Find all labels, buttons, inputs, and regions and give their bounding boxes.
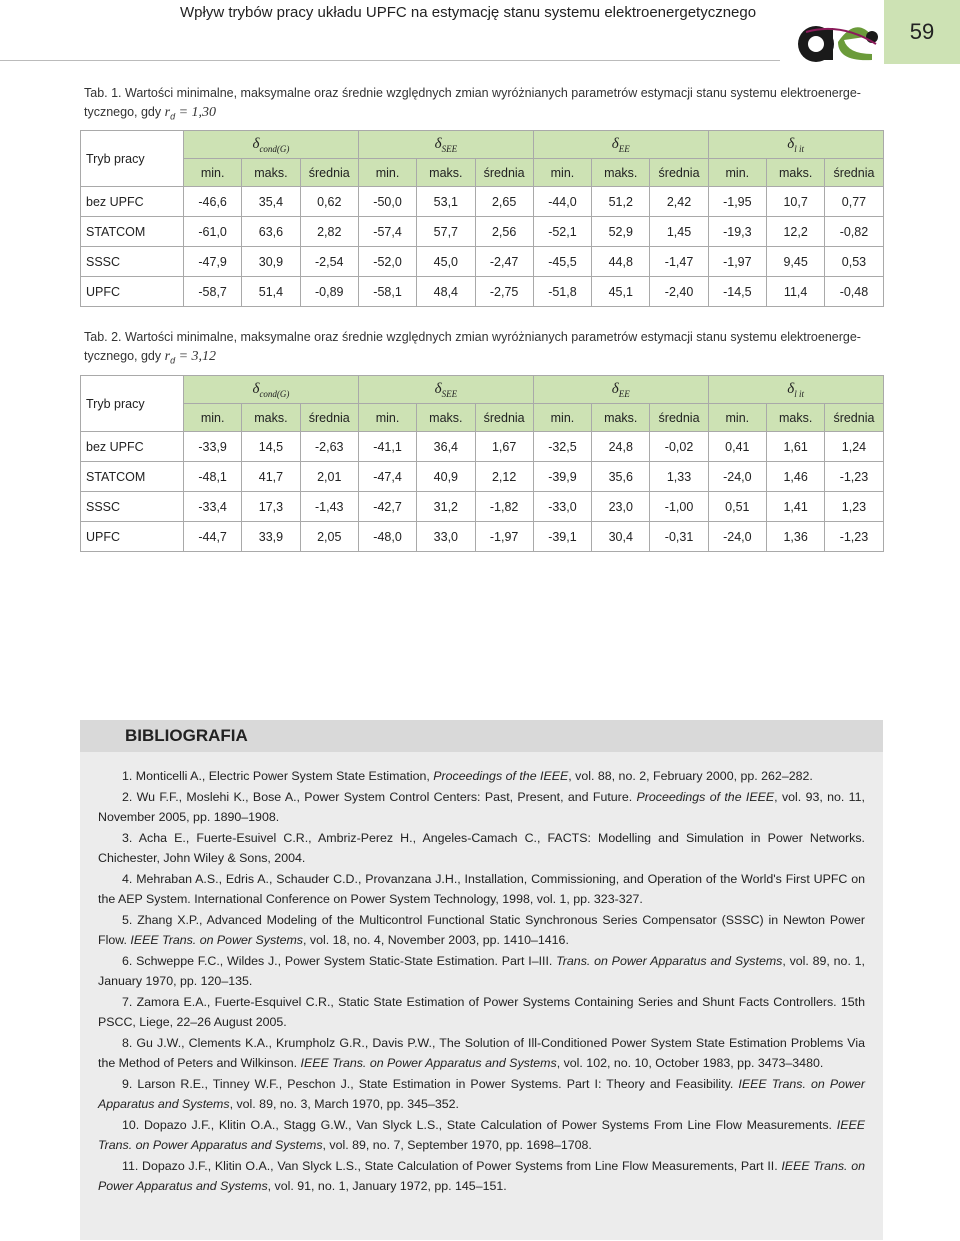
table2-group-header: $\delta_{EE}$ [533, 376, 708, 404]
table1-caption-formula-sub: d [170, 111, 176, 122]
table-cell: 35,4 [242, 187, 300, 217]
bibliography-item [98, 951, 865, 992]
table-cell: -45,5 [533, 247, 591, 277]
table-cell: -33,4 [184, 492, 242, 522]
table-cell: -51,8 [533, 277, 591, 307]
table-cell: 51,2 [592, 187, 650, 217]
table-cell: -42,7 [358, 492, 416, 522]
table1-caption-text: Wartości minimalne, maksymalne oraz średnie względnych zmian wyróżnianych parametrów estymacji stanu systemu elektroenerge-tycznego, gdy [84, 86, 861, 119]
column-header: maks. [766, 404, 824, 432]
table1-mode-header: Tryb pracy [81, 131, 184, 187]
bibliography-item [98, 910, 865, 951]
table-cell: -1,97 [708, 247, 766, 277]
table-cell: -47,4 [358, 462, 416, 492]
table-cell: -2,40 [650, 277, 708, 307]
reference-text: 4. Mehraban A.S., Edris A., Schauder C.D., Provanzana J.H., Installation, Commissioning, and Operation of the World's First UPFC on the AEP System. International Conference on Power System Technology, 1998, vol. 1, pp. 323-327. [98, 871, 865, 906]
table-cell: -44,0 [533, 187, 591, 217]
table2-caption-value: = 3,12 [175, 349, 217, 364]
table-cell: 35,6 [592, 462, 650, 492]
table-row [81, 247, 884, 277]
reference-text: 5. Zhang X.P., Advanced Modeling of the Multicontrol Functional Static Synchronous Series Compensator (SSSC) in Newton Power Flow. [98, 912, 865, 947]
table-cell: 2,12 [475, 462, 533, 492]
reference-text: , vol. 89, no. 3, March 1970, pp. 345–352. [229, 1097, 459, 1111]
column-header: min. [708, 404, 766, 432]
table-cell: -33,9 [184, 432, 242, 462]
bibliography-list [80, 752, 883, 1197]
page-number: 59 [884, 0, 960, 64]
table-cell: 9,45 [766, 247, 824, 277]
table-cell: 1,67 [475, 432, 533, 462]
reference-text: 11. Dopazo J.F., Klitin O.A., Van Slyck L.S., State Calculation of Power Systems from Line Flow Measurements, Part II. [122, 1158, 782, 1173]
table-cell: -57,4 [358, 217, 416, 247]
row-label: STATCOM [81, 217, 184, 247]
running-header-title: Wpływ trybów pracy układu UPFC na estymację stanu systemu elektroenergetycznego [180, 4, 757, 21]
table-row [81, 187, 884, 217]
table2-caption-formula-sub: d [170, 355, 176, 366]
table1-body [81, 187, 884, 307]
reference-venue: IEEE Trans. on Power Apparatus and Systems [98, 1076, 865, 1111]
bibliography-item [98, 766, 865, 787]
table-cell: 30,9 [242, 247, 300, 277]
table2-subheader-row [81, 404, 884, 432]
column-header: maks. [242, 159, 300, 187]
table-cell: 1,23 [825, 492, 883, 522]
table-cell: -48,0 [358, 522, 416, 552]
table1-group-header: $\delta_{cond(G)}$ [184, 131, 359, 159]
table-cell: 41,7 [242, 462, 300, 492]
table-cell: -24,0 [708, 522, 766, 552]
reference-text: , vol. 93, no. 11, November 2005, pp. 1890–1908. [98, 789, 865, 824]
reference-text: , vol. 102, no. 10, October 1983, pp. 3473–3480. [556, 1056, 824, 1070]
table-cell: 2,01 [300, 462, 358, 492]
table1-subheader-row [81, 159, 884, 187]
column-header: min. [184, 159, 242, 187]
table1-group-header: $\delta_{SEE}$ [358, 131, 533, 159]
row-label: STATCOM [81, 462, 184, 492]
table-cell: -1,00 [650, 492, 708, 522]
table-cell: -52,1 [533, 217, 591, 247]
journal-logo [786, 2, 886, 64]
table-cell: 33,0 [417, 522, 475, 552]
reference-text: 1. Monticelli A., Electric Power System State Estimation, [122, 769, 434, 783]
column-header: min. [708, 159, 766, 187]
reference-venue: IEEE Trans. on Power Apparatus and Systems [98, 1117, 865, 1152]
reference-text: 6. Schweppe F.C., Wildes J., Power System Static-State Estimation. Part I–III. [122, 953, 557, 968]
bibliography-item [98, 992, 865, 1033]
table2-caption-label: Tab. 2. [84, 330, 122, 344]
table-cell: 0,62 [300, 187, 358, 217]
table-cell: -2,63 [300, 432, 358, 462]
table-cell: -2,75 [475, 277, 533, 307]
table-cell: 1,24 [825, 432, 883, 462]
table-cell: 48,4 [417, 277, 475, 307]
table-row [81, 522, 884, 552]
table1-caption [84, 84, 874, 127]
column-header: maks. [592, 404, 650, 432]
column-header: min. [358, 404, 416, 432]
table-row [81, 217, 884, 247]
column-header: min. [533, 404, 591, 432]
reference-text: 8. Gu J.W., Clements K.A., Krumpholz G.R., Davis P.W., The Solution of Ill-Conditioned Power System State Estimation Problems Via the Method of Peters and Wilkinson. [98, 1035, 865, 1070]
column-header: min. [184, 404, 242, 432]
bibliography-section [80, 720, 883, 1240]
bibliography-item [98, 1074, 865, 1115]
row-label: UPFC [81, 277, 184, 307]
bibliography-item [98, 1156, 865, 1197]
table-cell: -58,1 [358, 277, 416, 307]
column-header: średnia [475, 159, 533, 187]
table-cell: -48,1 [184, 462, 242, 492]
table-cell: -58,7 [184, 277, 242, 307]
bibliography-item [98, 869, 865, 910]
row-label: UPFC [81, 522, 184, 552]
table-cell: 10,7 [766, 187, 824, 217]
table-cell: -32,5 [533, 432, 591, 462]
reference-text: , vol. 18, no. 4, November 2003, pp. 1410–1416. [302, 933, 569, 947]
table-cell: 1,41 [766, 492, 824, 522]
table-cell: 1,36 [766, 522, 824, 552]
column-header: min. [533, 159, 591, 187]
table-cell: 24,8 [592, 432, 650, 462]
header-divider [0, 60, 780, 61]
table1-caption-value: = 1,30 [175, 105, 217, 120]
table-cell: -44,7 [184, 522, 242, 552]
table-cell: -0,89 [300, 277, 358, 307]
table-cell: 14,5 [242, 432, 300, 462]
table-row [81, 432, 884, 462]
column-header: min. [358, 159, 416, 187]
table-cell: -2,54 [300, 247, 358, 277]
reference-text: 10. Dopazo J.F., Klitin O.A., Stagg G.W., Van Slyck L.S., State Calculation of Power Systems From Line Flow Measurements. [122, 1117, 837, 1132]
table-cell: 63,6 [242, 217, 300, 247]
table2-group-header: $\delta_{l it}$ [708, 376, 883, 404]
table-cell: 2,65 [475, 187, 533, 217]
table-cell: 31,2 [417, 492, 475, 522]
table-cell: 2,42 [650, 187, 708, 217]
bibliography-item [98, 1115, 865, 1156]
column-header: maks. [417, 159, 475, 187]
reference-venue: Trans. on Power Apparatus and Systems [556, 953, 783, 968]
table-cell: -50,0 [358, 187, 416, 217]
reference-venue: IEEE Trans. on Power Systems [130, 933, 303, 947]
table-cell: -1,97 [475, 522, 533, 552]
row-label: SSSC [81, 492, 184, 522]
reference-text: 9. Larson R.E., Tinney W.F., Peschon J., State Estimation in Power Systems. Part I: Theory and Feasibility. [122, 1076, 739, 1091]
table-cell: 52,9 [592, 217, 650, 247]
table-cell: 1,33 [650, 462, 708, 492]
table-cell: 30,4 [592, 522, 650, 552]
reference-text: 3. Acha E., Fuerte-Esuivel C.R., Ambriz-Perez H., Angeles-Camach C., FACTS: Modelling and Simulation in Power Networks. Chichester, John Wiley & Sons, 2004. [98, 830, 865, 865]
table2-caption-text: Wartości minimalne, maksymalne oraz średnie względnych zmian wyróżnianych parametrów estymacji stanu systemu elektroenerge-tycznego, gdy [84, 330, 861, 363]
table1-caption-formula: r [164, 105, 171, 120]
reference-text: 2. Wu F.F., Moslehi K., Bose A., Power System Control Centers: Past, Present, and Future. [122, 789, 637, 804]
table-cell: 0,77 [825, 187, 883, 217]
reference-text: , vol. 89, no. 7, September 1970, pp. 1698–1708. [322, 1138, 592, 1152]
bibliography-heading: BIBLIOGRAFIA [80, 720, 883, 752]
column-header: maks. [592, 159, 650, 187]
table-row [81, 462, 884, 492]
table-cell: 51,4 [242, 277, 300, 307]
reference-venue: Proceedings of the IEEE [433, 769, 569, 783]
table2-caption-formula: r [164, 349, 171, 364]
table-cell: -39,1 [533, 522, 591, 552]
table2-group-header: $\delta_{cond(G)}$ [184, 376, 359, 404]
reference-venue: IEEE Trans. on Power Apparatus and Systems [98, 1158, 865, 1193]
table-cell: 1,61 [766, 432, 824, 462]
table-cell: -46,6 [184, 187, 242, 217]
table2-body [81, 432, 884, 552]
reference-text: , vol. 91, no. 1, January 1972, pp. 145–151. [267, 1179, 507, 1193]
table-cell: 2,82 [300, 217, 358, 247]
reference-text: 7. Zamora E.A., Fuerte-Esquivel C.R., Static State Estimation of Power Systems Containing Series and Shunt Facts Controllers. 15th PSCC, Liege, 22–26 August 2005. [98, 994, 865, 1029]
table1-group-header: $\delta_{l it}$ [708, 131, 883, 159]
table-cell: -24,0 [708, 462, 766, 492]
table-cell: -14,5 [708, 277, 766, 307]
reference-venue: IEEE Trans. on Power Apparatus and Systems [300, 1056, 557, 1070]
table2 [80, 375, 884, 552]
table-cell: -33,0 [533, 492, 591, 522]
table-cell: -1,47 [650, 247, 708, 277]
table-row [81, 492, 884, 522]
table-cell: -39,9 [533, 462, 591, 492]
table-cell: 0,41 [708, 432, 766, 462]
table-cell: -0,31 [650, 522, 708, 552]
table-cell: 53,1 [417, 187, 475, 217]
bibliography-item [98, 1033, 865, 1074]
table-cell: 57,7 [417, 217, 475, 247]
table-cell: 23,0 [592, 492, 650, 522]
table1-caption-label: Tab. 1. [84, 86, 122, 100]
table-cell: -61,0 [184, 217, 242, 247]
table-cell: 2,05 [300, 522, 358, 552]
table-cell: 11,4 [766, 277, 824, 307]
row-label: bez UPFC [81, 432, 184, 462]
table-cell: -0,48 [825, 277, 883, 307]
table-cell: -2,47 [475, 247, 533, 277]
table-cell: -1,23 [825, 462, 883, 492]
table-cell: 44,8 [592, 247, 650, 277]
column-header: średnia [300, 159, 358, 187]
row-label: SSSC [81, 247, 184, 277]
table-cell: 36,4 [417, 432, 475, 462]
table-cell: -52,0 [358, 247, 416, 277]
table-cell: -0,82 [825, 217, 883, 247]
table2-group-header: $\delta_{SEE}$ [358, 376, 533, 404]
column-header: maks. [766, 159, 824, 187]
column-header: średnia [650, 404, 708, 432]
table-cell: 45,0 [417, 247, 475, 277]
column-header: maks. [417, 404, 475, 432]
table-cell: 12,2 [766, 217, 824, 247]
column-header: średnia [475, 404, 533, 432]
bibliography-item [98, 787, 865, 828]
table1 [80, 130, 884, 307]
table-cell: -41,1 [358, 432, 416, 462]
table-cell: 0,51 [708, 492, 766, 522]
table-cell: 45,1 [592, 277, 650, 307]
table-cell: 0,53 [825, 247, 883, 277]
table-cell: -47,9 [184, 247, 242, 277]
table2-mode-header: Tryb pracy [81, 376, 184, 432]
table-cell: -1,82 [475, 492, 533, 522]
column-header: średnia [825, 159, 883, 187]
table-cell: -19,3 [708, 217, 766, 247]
table-cell: 1,46 [766, 462, 824, 492]
table-cell: 33,9 [242, 522, 300, 552]
table-cell: -1,95 [708, 187, 766, 217]
column-header: średnia [825, 404, 883, 432]
column-header: średnia [300, 404, 358, 432]
table-cell: 17,3 [242, 492, 300, 522]
column-header: średnia [650, 159, 708, 187]
row-label: bez UPFC [81, 187, 184, 217]
table-cell: -0,02 [650, 432, 708, 462]
table-cell: -1,23 [825, 522, 883, 552]
bibliography-item [98, 828, 865, 869]
reference-text: , vol. 89, no. 1, January 1970, pp. 120–135. [98, 953, 865, 988]
table2-caption [84, 328, 874, 371]
table1-group-header: $\delta_{EE}$ [533, 131, 708, 159]
table-cell: 2,56 [475, 217, 533, 247]
table-cell: -1,43 [300, 492, 358, 522]
column-header: maks. [242, 404, 300, 432]
table-cell: 1,45 [650, 217, 708, 247]
reference-venue: Proceedings of the IEEE [636, 789, 775, 804]
table-cell: 40,9 [417, 462, 475, 492]
table-row [81, 277, 884, 307]
reference-text: , vol. 88, no. 2, February 2000, pp. 262–282. [568, 769, 813, 783]
